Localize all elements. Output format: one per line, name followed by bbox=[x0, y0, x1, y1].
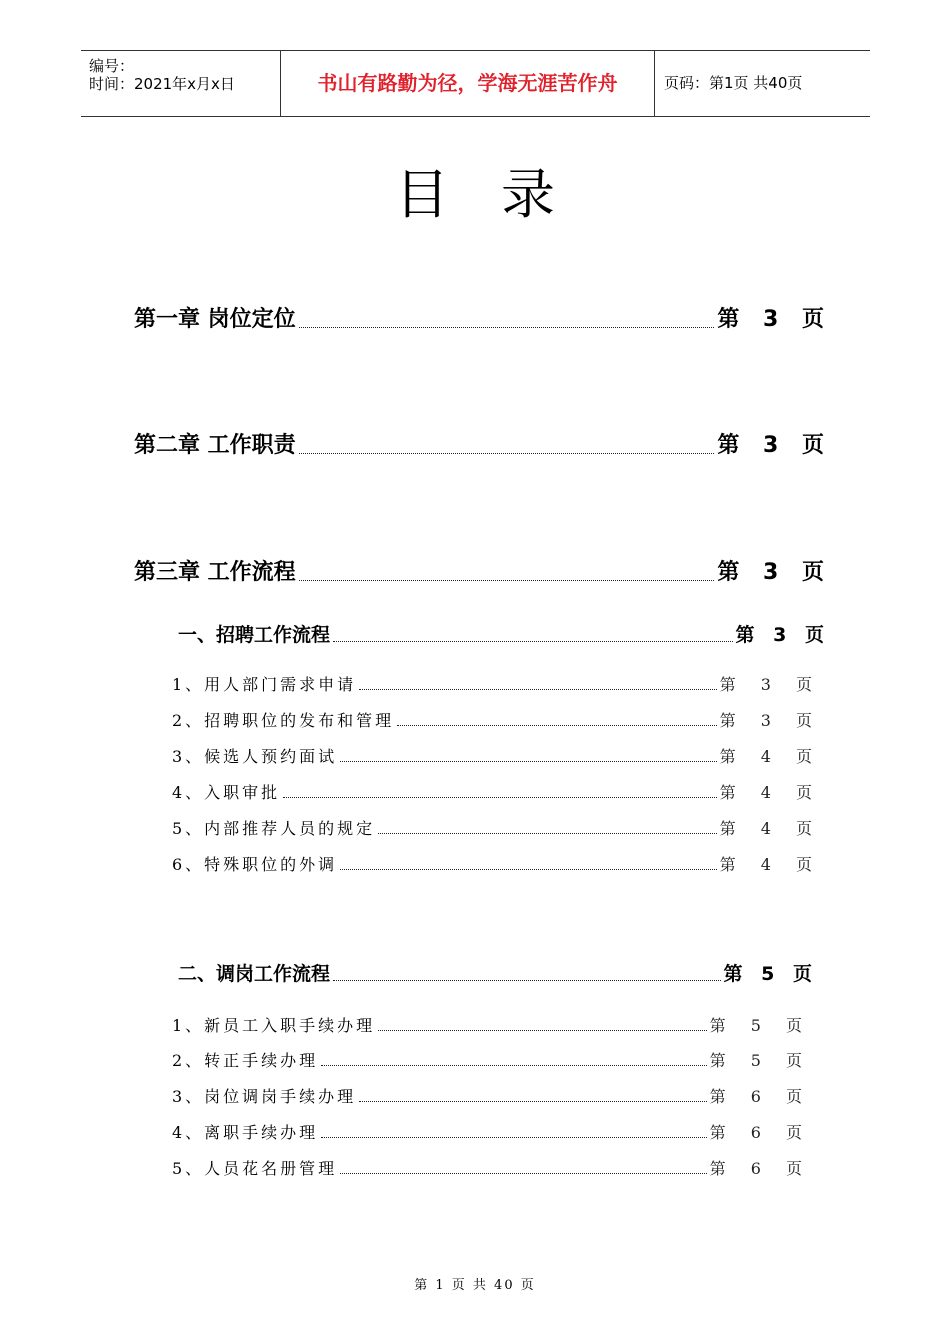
toc-label: 2、转正手续办理 bbox=[172, 1051, 319, 1070]
toc-item[interactable] bbox=[172, 1013, 812, 1036]
toc-item[interactable] bbox=[172, 816, 822, 839]
header-meta-cell bbox=[81, 51, 281, 116]
toc-page: 第 4 页 bbox=[719, 819, 822, 838]
toc-leader bbox=[333, 980, 721, 981]
toc-page: 第 5 页 bbox=[723, 963, 818, 985]
toc-leader bbox=[397, 725, 716, 726]
toc-label: 5、内部推荐人员的规定 bbox=[172, 819, 376, 838]
toc-label: 3、岗位调岗手续办理 bbox=[172, 1087, 357, 1106]
toc-label: 4、入职审批 bbox=[172, 783, 281, 802]
toc-page: 第 5 页 bbox=[709, 1051, 812, 1070]
toc-page: 第 3 页 bbox=[719, 711, 822, 730]
toc-page: 第 6 页 bbox=[709, 1123, 812, 1142]
toc-label: 第一章 岗位定位 bbox=[134, 307, 296, 332]
toc-page: 第 3 页 bbox=[719, 675, 822, 694]
toc-label: 二、调岗工作流程 bbox=[178, 963, 331, 985]
page-footer: 第 1 页 共 40 页 bbox=[414, 1278, 536, 1293]
toc-page: 第 4 页 bbox=[719, 855, 822, 874]
page-title: 目录 bbox=[395, 163, 607, 226]
toc-leader bbox=[378, 833, 716, 834]
toc-item[interactable] bbox=[172, 852, 822, 875]
toc-leader bbox=[299, 327, 715, 328]
toc-page: 第 4 页 bbox=[719, 783, 822, 802]
header-page-info: 页码：第1页 共40页 bbox=[664, 74, 803, 92]
page-header bbox=[81, 50, 870, 117]
toc-label: 1、新员工入职手续办理 bbox=[172, 1016, 376, 1035]
toc-item[interactable] bbox=[172, 1120, 812, 1143]
toc-chapter-1[interactable] bbox=[134, 302, 832, 333]
toc-label: 第二章 工作职责 bbox=[134, 433, 296, 458]
toc-page: 第 4 页 bbox=[719, 747, 822, 766]
toc-leader bbox=[299, 580, 715, 581]
toc-label: 4、离职手续办理 bbox=[172, 1123, 319, 1142]
toc-chapter-2[interactable] bbox=[134, 428, 832, 459]
toc-item[interactable] bbox=[172, 744, 822, 767]
toc-item[interactable] bbox=[172, 780, 822, 803]
toc-leader bbox=[378, 1030, 706, 1031]
toc-leader bbox=[359, 1101, 706, 1102]
toc-page: 第 3 页 bbox=[717, 433, 832, 458]
toc-item[interactable] bbox=[172, 1048, 812, 1071]
toc-label: 1、用人部门需求申请 bbox=[172, 675, 357, 694]
toc-page: 第 3 页 bbox=[717, 307, 832, 332]
toc-section-transfer[interactable] bbox=[178, 959, 818, 986]
toc-leader bbox=[299, 453, 715, 454]
toc-label: 第三章 工作流程 bbox=[134, 560, 296, 585]
toc-page: 第 6 页 bbox=[709, 1159, 812, 1178]
toc-page: 第 3 页 bbox=[717, 560, 832, 585]
toc-item[interactable] bbox=[172, 672, 822, 695]
toc-leader bbox=[340, 1173, 706, 1174]
toc-leader bbox=[333, 641, 733, 642]
toc-leader bbox=[283, 797, 716, 798]
toc-chapter-3[interactable] bbox=[134, 555, 832, 586]
toc-item[interactable] bbox=[172, 1084, 812, 1107]
toc-page: 第 6 页 bbox=[709, 1087, 812, 1106]
toc-section-recruitment[interactable] bbox=[178, 620, 830, 647]
document-code-label: 编号： bbox=[89, 57, 135, 75]
toc-page: 第 5 页 bbox=[709, 1016, 812, 1035]
toc-label: 2、招聘职位的发布和管理 bbox=[172, 711, 395, 730]
toc-page: 第 3 页 bbox=[735, 624, 830, 646]
toc-label: 6、特殊职位的外调 bbox=[172, 855, 338, 874]
toc-leader bbox=[321, 1137, 706, 1138]
toc-leader bbox=[321, 1065, 706, 1066]
toc-label: 3、候选人预约面试 bbox=[172, 747, 338, 766]
document-date: 时间：2021年x月x日 bbox=[89, 75, 235, 93]
toc-leader bbox=[340, 761, 716, 762]
toc-item[interactable] bbox=[172, 1156, 812, 1179]
toc-item[interactable] bbox=[172, 708, 822, 731]
toc-leader bbox=[359, 689, 716, 690]
toc-leader bbox=[340, 869, 716, 870]
toc-label: 5、人员花名册管理 bbox=[172, 1159, 338, 1178]
toc-label: 一、招聘工作流程 bbox=[178, 624, 331, 646]
header-motto: 书山有路勤为径，学海无涯苦作舟 bbox=[281, 51, 655, 116]
